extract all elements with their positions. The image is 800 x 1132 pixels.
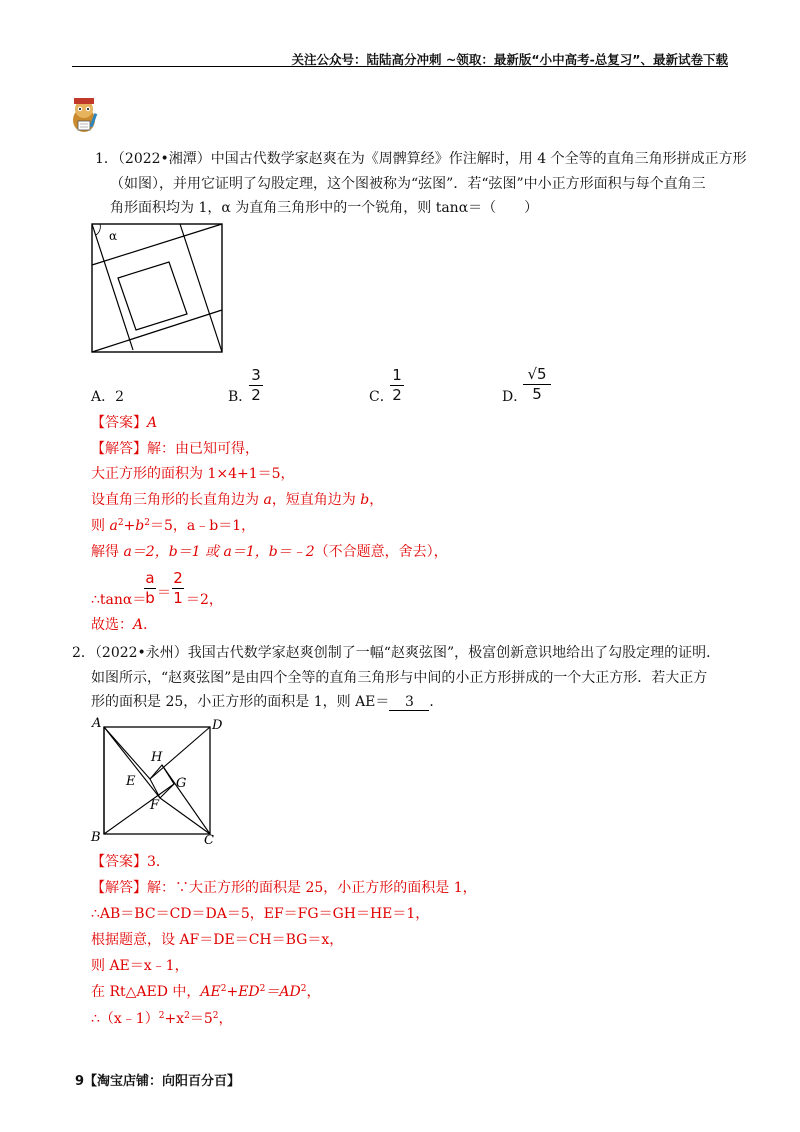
q2-line2: 如图所示，“赵爽弦图”是由四个全等的直角三角形与中间的小正方形拼成的一个大正方形．若大正方 bbox=[91, 670, 708, 686]
q1-solution-l3: 设直角三角形的长直角边为 a，短直角边为 b， bbox=[91, 492, 384, 508]
q2-answer: 【答案】3． bbox=[91, 854, 170, 870]
q2-solution-l2: ∴AB＝BC＝CD＝DA＝5，EF＝FG＝GH＝HE＝1， bbox=[91, 906, 430, 922]
q2-solution-l3: 根据题意，设 AF＝DE＝CH＝BG＝x， bbox=[91, 932, 344, 948]
q1-option-c-fraction bbox=[390, 367, 404, 404]
label-c: C bbox=[204, 833, 214, 847]
q1-option-b: B． bbox=[228, 389, 253, 405]
q1-line1: 1．（2022•湘潭）中国古代数学家赵爽在为《周髀算经》作注解时，用 4 个全等的直角三角形拼成正方形 bbox=[95, 151, 747, 167]
q1-solution-eq: ＝ bbox=[157, 585, 171, 601]
label-d: D bbox=[212, 718, 223, 733]
label-e: E bbox=[126, 774, 136, 789]
q1-line3: 角形面积均为 1，α 为直角三角形中的一个锐角，则 tanα＝（ ） bbox=[110, 200, 539, 216]
q2-solution-l6: $\therefore(x﹣1)^2+x^2=5^2$， bbox=[91, 1011, 233, 1027]
q1-line2: （如图），并用它证明了勾股定理，这个图被称为“弦图”．若“弦图”中小正方形面积与每个直角三 bbox=[110, 176, 706, 192]
q1-option-b-den: 2 bbox=[251, 386, 261, 404]
q1-solution-l2: 大正方形的面积为 1×4+1＝5， bbox=[91, 466, 295, 482]
q1-solution-frac-ab: a b bbox=[145, 569, 155, 607]
label-h: H bbox=[151, 750, 163, 765]
q1-option-c-num: 1 bbox=[392, 366, 402, 384]
label-f: F bbox=[150, 798, 160, 813]
q1-solution-l6: ∴tanα＝ bbox=[91, 592, 147, 608]
q2-solution-l4: 则 AE＝x﹣1， bbox=[91, 958, 189, 974]
q2-line3: 形的面积是 25，小正方形的面积是 1，则 AE＝ 3 ． bbox=[91, 694, 444, 710]
q2-solution-l5: 在 Rt△AED 中，$AE^2+ED^2=AD^2$， bbox=[91, 984, 321, 1000]
q1-option-d-num: √5 bbox=[527, 365, 547, 383]
q2-solution-l1: 【解答】解：∵大正方形的面积是 25，小正方形的面积是 1， bbox=[91, 880, 477, 896]
label-a: A bbox=[92, 716, 102, 731]
q1-xian-diagram bbox=[90, 222, 226, 354]
q1-solution-result: ＝2， bbox=[186, 592, 223, 608]
q1-option-a: A．2 bbox=[91, 389, 125, 405]
page-header: 关注公众号：陆陆高分冲刺 ~领取：最新版“小中高考-总复习”、最新试卷下载 bbox=[291, 52, 728, 67]
q1-option-c: C． bbox=[369, 389, 394, 405]
q1-option-b-fraction bbox=[249, 367, 263, 404]
q1-solution-frac-21: 2 1 bbox=[173, 569, 183, 607]
page-footer: 9【淘宝店铺：向阳百分百】 bbox=[75, 1074, 241, 1089]
label-g: G bbox=[176, 776, 187, 791]
q1-option-d-den: 5 bbox=[532, 385, 542, 403]
q2-zhaoshuang-diagram bbox=[88, 715, 223, 847]
q2-answer-blank: 3 bbox=[389, 695, 429, 711]
header-rule bbox=[72, 66, 728, 67]
mascot-icon bbox=[68, 95, 100, 135]
q1-option-d-fraction bbox=[523, 366, 551, 403]
q1-solution-l4: 则 $a^2+b^2=5$，a﹣b＝1， bbox=[91, 518, 256, 534]
q1-solution-l1: 【解答】解：由已知可得， bbox=[91, 441, 259, 457]
q1-option-b-num: 3 bbox=[251, 366, 261, 384]
label-b: B bbox=[91, 830, 101, 845]
q1-option-c-den: 2 bbox=[392, 386, 402, 404]
q1-solution-l7: 故选：A． bbox=[91, 617, 158, 633]
q2-line1: 2．（2022•永州）我国古代数学家赵爽创制了一幅“赵爽弦图”，极富创新意识地给出了勾股定理的证明． bbox=[72, 645, 721, 661]
q1-alpha-label: α bbox=[109, 229, 118, 243]
q1-answer: 【答案】A bbox=[91, 415, 158, 431]
q1-option-d: D． bbox=[502, 389, 528, 405]
q1-solution-l5: 解得 a＝2，b＝1 或 a＝1，b＝﹣2（不合题意，舍去）， bbox=[91, 544, 448, 560]
